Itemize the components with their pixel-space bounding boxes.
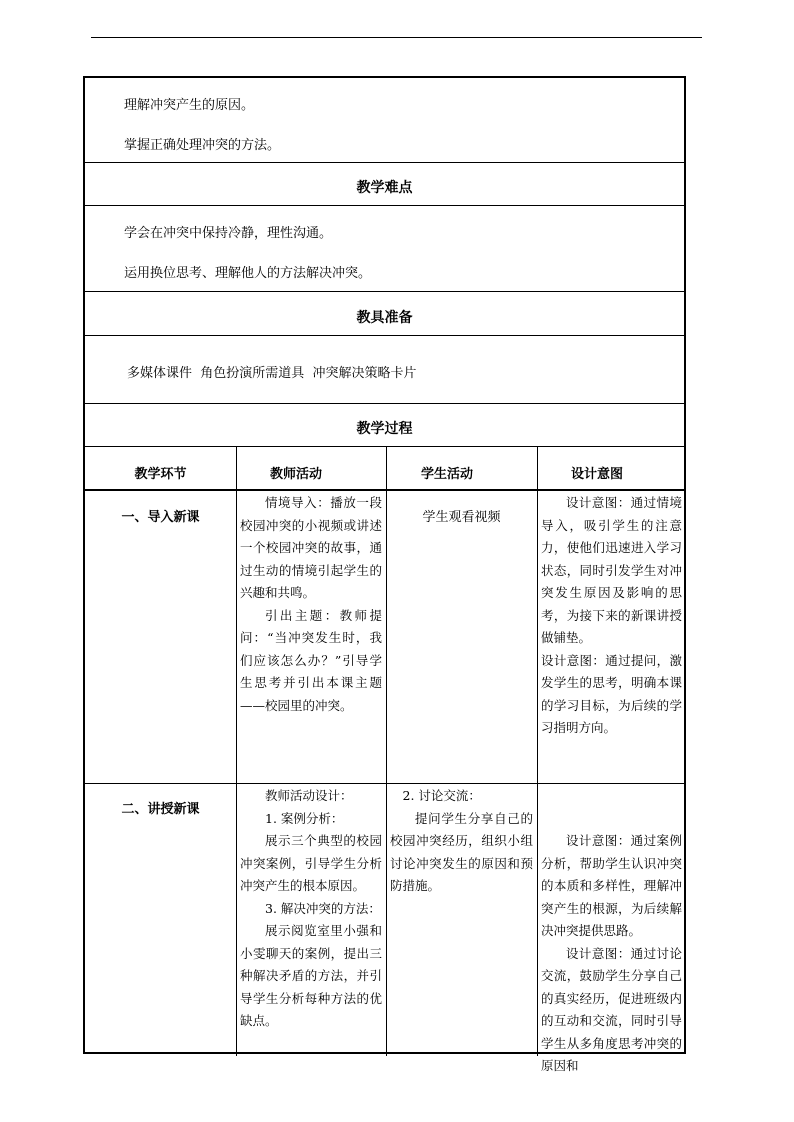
teacher-activity-2-para-3: 展示三个典型的校园冲突案例，引导学生分析冲突产生的根本原因。	[240, 833, 382, 893]
column-divider	[537, 446, 538, 1056]
teacher-activity-1	[240, 492, 382, 717]
divider	[85, 291, 684, 292]
design-intent-1-para-1: 设计意图：通过情境导入，吸引学生的注意力，使他们迅速进入学习状态，同时引发学生对冲突发生原因及影响的思考，为接下来的新课讲授做铺垫。	[541, 495, 682, 645]
lesson-plan-table	[83, 76, 686, 1073]
stage-2: 二、讲授新课	[121, 802, 200, 817]
divider	[85, 205, 684, 206]
teacher-activity-1-para-2: 引出主题：教师提问：“当冲突发生时，我们应该怎么办？”引导学生思考并引出本课主题——校园里的冲突。	[240, 607, 382, 713]
teacher-activity-2-para-1: 教师活动设计：	[265, 788, 353, 803]
difficulty-title: 教学难点	[356, 180, 413, 196]
teacher-activity-2-para-4: 3. 解决冲突的方法：	[265, 900, 381, 916]
student-activity-2	[390, 785, 533, 898]
process-title: 教学过程	[356, 421, 413, 437]
teacher-activity-2-para-5: 展示阅览室里小强和小雯聊天的案例，提出三种解决矛盾的方法，并引导学生分析每种方法的优缺点。	[240, 923, 382, 1028]
col-header-intent: 设计意图	[571, 467, 624, 482]
design-intent-2-para-1: 设计意图：通过案例分析，帮助学生认识冲突的本质和多样性，理解冲突产生的根源，为后续解决冲突提供思路。	[541, 833, 682, 938]
student-activity-1: 学生观看视频	[422, 510, 501, 525]
student-activity-2-para-2: 提问学生分享自己的校园冲突经历，组织小组讨论冲突发生的原因和预防措施。	[390, 810, 533, 893]
objective-line-1: 理解冲突产生的原因。	[124, 98, 255, 113]
col-header-student: 学生活动	[421, 467, 474, 482]
tools-list: 多媒体课件 角色扮演所需道具 冲突解决策略卡片	[127, 366, 417, 381]
student-activity-2-para-1: 2. 讨论交流：	[402, 788, 481, 803]
page-header-rule	[91, 37, 702, 38]
divider	[85, 446, 684, 447]
design-intent-2-para-2: 设计意图：通过讨论交流，鼓励学生分享自己的真实经历，促进班级内的互动和交流，同时引导学生从多角度思考冲突的原因和	[541, 945, 682, 1073]
design-intent-2	[541, 830, 682, 1078]
column-divider	[236, 446, 237, 1056]
divider	[85, 489, 684, 491]
divider	[85, 162, 684, 163]
teacher-activity-2	[240, 785, 382, 1033]
difficulty-line-2: 运用换位思考、理解他人的方法解决冲突。	[124, 266, 372, 281]
design-intent-1-para-2: 设计意图：通过提问，激发学生的思考，明确本课的学习目标，为后续的学习指明方向。	[541, 652, 682, 735]
col-header-teacher: 教师活动	[270, 467, 323, 482]
tools-title: 教具准备	[356, 310, 413, 326]
teacher-activity-1-para-1: 情境导入：播放一段校园冲突的小视频或讲述一个校园冲突的故事，通过生动的情境引起学生的兴趣和共鸣。	[240, 495, 382, 600]
column-divider	[386, 446, 387, 1056]
col-header-stage: 教学环节	[134, 467, 187, 482]
divider	[85, 783, 684, 784]
difficulty-line-1: 学会在冲突中保持冷静，理性沟通。	[124, 226, 333, 241]
stage-1: 一、导入新课	[121, 510, 200, 525]
objective-line-2: 掌握正确处理冲突的方法。	[124, 138, 281, 153]
teacher-activity-2-para-2: 1. 案例分析：	[265, 810, 344, 826]
divider	[85, 335, 684, 336]
design-intent-1	[541, 492, 682, 740]
divider	[85, 403, 684, 404]
